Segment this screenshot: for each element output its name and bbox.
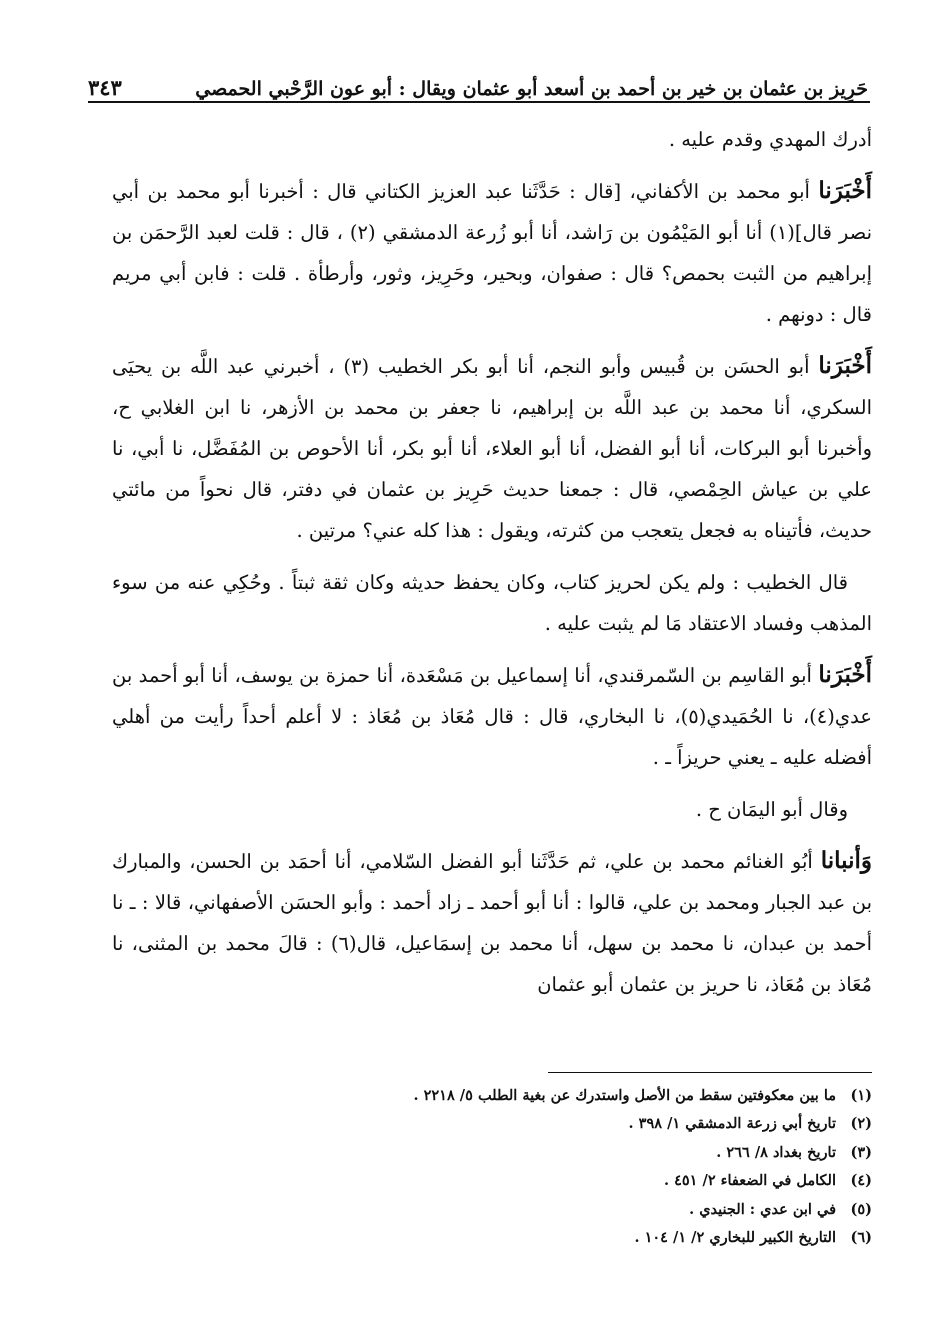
footnote-1 [300,1082,872,1110]
paragraph-text: أبو محمد بن الأكفاني، [قال : حَدَّثَنا عبد العزيز الكتاني قال : أخبرنا أبو محمد بن أبي نصر قال](١) أنا أبو المَيْمُون بن رَاشد، أنا أبو زُرعة الدمشقي (٢) ، قال : قلت لعبد الرَّحمَن بن إبراهيم من الثبت بحمص؟ قال : صفوان، وبحير، وحَرِيز، وثور، وأرطأة . قلت : فابن أبي مريم قال : دونهم . [112,180,872,326]
paragraph-text: أبو الحسَن بن قُبيس وأبو النجم، أنا أبو بكر الخطيب (٣) ، أخبرني عبد اللَّه بن يحيَى السكري، أنا محمد بن عبد اللَّه بن إبراهيم، نا جعفر بن محمد بن الأزهر، نا ابن الغلابي ح، وأخبرنا أبو البركات، أنا أبو الفضل، أنا أبو العلاء، أنا أبو بكر، أنا الأحوص بن المُفَضَّل، نا أبي، نا علي بن عياش الحِمْصي، قال : جمعنا حديث حَرِيز بن عثمان في دفتر، قال نحواً من مائتي حديث، فأتيناه به فجعل يتعجب من كثرته، ويقول : هذا كله عني؟ مرتين . [112,355,872,542]
footnote-text: تاريخ أبي زرعة الدمشقي ١/ ٣٩٨ . [628,1115,836,1133]
paragraph-4 [112,561,872,644]
footnote-rule [548,1072,872,1073]
page-number: ٣٤٣ [88,75,122,100]
footnote-text: في ابن عدي : الجنيدي . [689,1200,836,1218]
footnote-5 [300,1196,872,1224]
footnote-2 [300,1110,872,1138]
footnote-number: (١) [850,1087,872,1104]
header-title: حَرِيز بن عثمان بن خير بن أحمد بن أسعد أبو عثمان ويقال : أبو عون الرَّحْبي الحمصي [195,78,868,100]
footnote-text: تاريخ بغداد ٨/ ٢٦٦ . [716,1143,836,1161]
footnote-3 [300,1139,872,1167]
paragraph-6 [112,788,872,830]
paragraph-lead: أَخْبَرَنا [818,352,872,379]
paragraph-lead: أَخْبَرَنا [818,661,872,688]
paragraph-7 [112,840,872,1005]
footnote-text: ما بين معكوفتين سقط من الأصل واستدرك عن بغية الطلب ٥/ ٢٢١٨ . [413,1087,836,1104]
footnote-number: (٦) [850,1229,872,1247]
running-header [88,60,868,100]
paragraph-text: أدرك المهدي وقدم عليه . [668,128,872,151]
footnote-number: (٣) [850,1143,872,1161]
footnote-text: التاريخ الكبير للبخاري ٢/ ١/ ١٠٤ . [634,1229,836,1247]
footnote-6 [300,1224,872,1252]
paragraph-text: وقال أبو اليمَان ح . [695,798,848,821]
paragraph-lead: وَأنبانا [820,847,872,874]
footnote-number: (٤) [850,1172,872,1190]
footnote-number: (٢) [850,1115,872,1133]
footnotes [300,1082,872,1252]
paragraph-lead: أَخْبَرَنا [818,177,872,204]
paragraph-text: أبُو الغنائم محمد بن علي، ثم حَدَّثَنا أبو الفضل السّلامي، أنا أحمَد بن الحسن، والمبارك بن عبد الجبار ومحمد بن علي، قالوا : أنا أبو أحمد ـ زاد أحمد : وأبو الحسَن الأصفهاني، قالا : ـ نا أحمد بن عبدان، نا محمد بن سهل، أنا محمد بن إسمَاعيل، قال(٦) : قالَ محمد بن المثنى، نا مُعَاذ بن مُعَاذ، نا حريز بن عثمان أبو عثمان [112,850,872,996]
footnote-4 [300,1167,872,1195]
paragraph-text: أبو القاسِم بن السّمرقندي، أنا إسماعيل بن مَسْعَدة، أنا حمزة بن يوسف، أنا أبو أحمد بن عدي(٤)، نا الحُمَيدي(٥)، نا البخاري، قال : قال مُعَاذ بن مُعَاذ : لا أعلم أحداً رأيت من أهلي أفضله عليه ـ يعني حريزاً ـ . [112,664,872,769]
footnote-text: الكامل في الضعفاء ٢/ ٤٥١ . [663,1172,836,1190]
paragraph-text: قال الخطيب : ولم يكن لحريز كتاب، وكان يحفظ حديثه وكان ثقة ثبتاً . وحُكِي عنه من سوء المذهب وفساد الاعتقاد مَا لم يثبت عليه . [112,571,872,635]
footnote-number: (٥) [850,1200,872,1218]
main-text [112,118,872,1015]
paragraph-3 [112,345,872,551]
header-rule [88,101,870,103]
paragraph-2 [112,170,872,335]
paragraph-1 [112,118,872,160]
paragraph-5 [112,654,872,778]
